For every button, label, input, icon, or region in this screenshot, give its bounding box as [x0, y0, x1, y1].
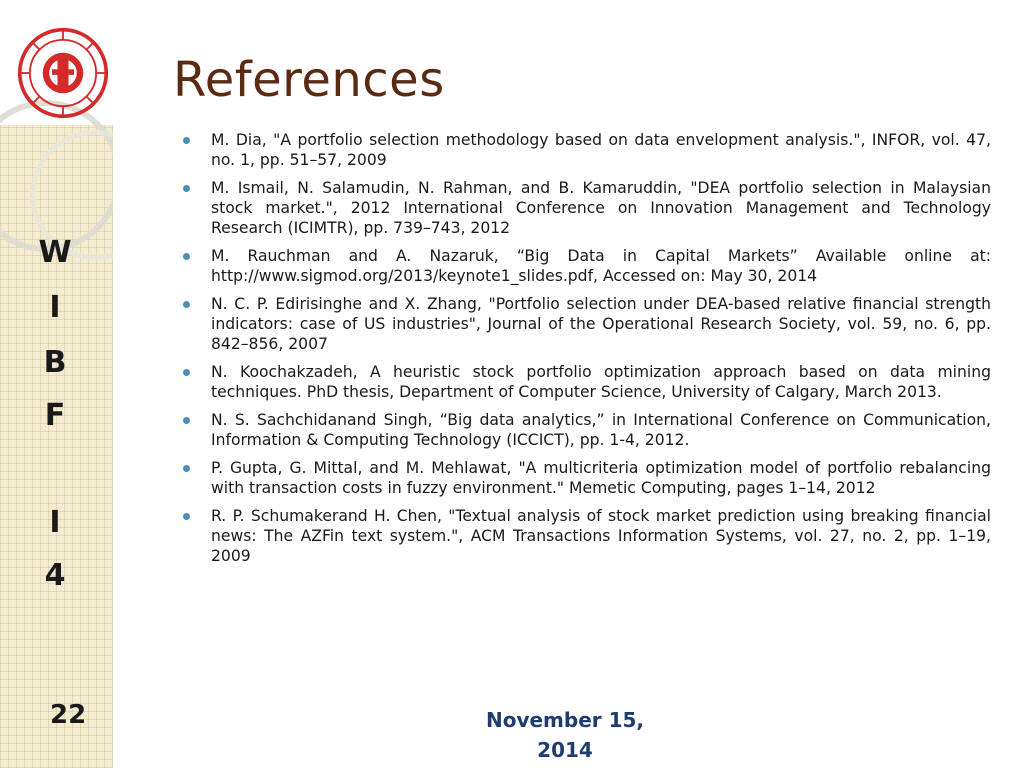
reference-item [183, 506, 991, 566]
reference-text: N. S. Sachchidanand Singh, “Big data analytics,” in International Conference on Communication, Information & Computing Technology (ICCICT), pp. 1-4, 2012. [211, 411, 991, 449]
reference-item [183, 130, 991, 170]
sidebar-letter: B [43, 345, 67, 380]
slide-date [470, 705, 660, 765]
bullet-icon [183, 465, 190, 472]
reference-text: R. P. Schumakerand H. Chen, "Textual analysis of stock market prediction using breaking financial news: The AZFin text system.", ACM Transactions Information Systems, vol. 27, no. 2, pp. 1–19, 2009 [211, 507, 991, 565]
reference-list [183, 130, 991, 574]
bullet-icon [183, 185, 190, 192]
sidebar-letter: W [38, 235, 72, 270]
reference-text: N. Koochakzadeh, A heuristic stock portfolio optimization approach based on data mining techniques. PhD thesis, Department of Computer Science, University of Calgary, March 2013. [211, 363, 991, 401]
sidebar-letter: I [49, 505, 61, 540]
sidebar-letter: F [44, 398, 66, 433]
reference-item [183, 246, 991, 286]
bullet-icon [183, 369, 190, 376]
bullet-icon [183, 513, 190, 520]
reference-text: N. C. P. Edirisinghe and X. Zhang, "Portfolio selection under DEA-based relative financial strength indicators: case of US industries", Journal of the Operational Research Society, vol. 59, no. 6, pp. 842–856, 2007 [211, 295, 991, 353]
reference-text: M. Ismail, N. Salamudin, N. Rahman, and B. Kamaruddin, "DEA portfolio selection in Malaysian stock market.", 2012 International Conference on Innovation Management and Technology Research (ICIMTR), pp. 739–743, 2012 [211, 179, 991, 237]
reference-item [183, 410, 991, 450]
reference-text: M. Dia, "A portfolio selection methodology based on data envelopment analysis.", INFOR, vol. 47, no. 1, pp. 51–57, 2009 [211, 131, 991, 169]
date-line: November 15, [485, 708, 645, 732]
sidebar-letter: I [49, 290, 61, 325]
reference-item [183, 458, 991, 498]
reference-item [183, 178, 991, 238]
sidebar-letter: 4 [44, 558, 66, 593]
sidebar-strip [0, 0, 113, 768]
page-number: 22 [50, 700, 87, 730]
bullet-icon [183, 253, 190, 260]
date-line: 2014 [537, 738, 593, 762]
slide-title: References [173, 52, 445, 108]
bullet-icon [183, 301, 190, 308]
bullet-icon [183, 137, 190, 144]
bullet-icon [183, 417, 190, 424]
reference-item [183, 294, 991, 354]
reference-text: M. Rauchman and A. Nazaruk, “Big Data in Capital Markets” Available online at: http://www.sigmod.org/2013/keynote1_slides.pdf, Accessed on: May 30, 2014 [211, 247, 991, 285]
institute-seal-icon [17, 27, 109, 119]
reference-item [183, 362, 991, 402]
reference-text: P. Gupta, G. Mittal, and M. Mehlawat, "A multicriteria optimization model of portfolio rebalancing with transaction costs in fuzzy environment." Memetic Computing, pages 1–14, 2012 [211, 459, 991, 497]
